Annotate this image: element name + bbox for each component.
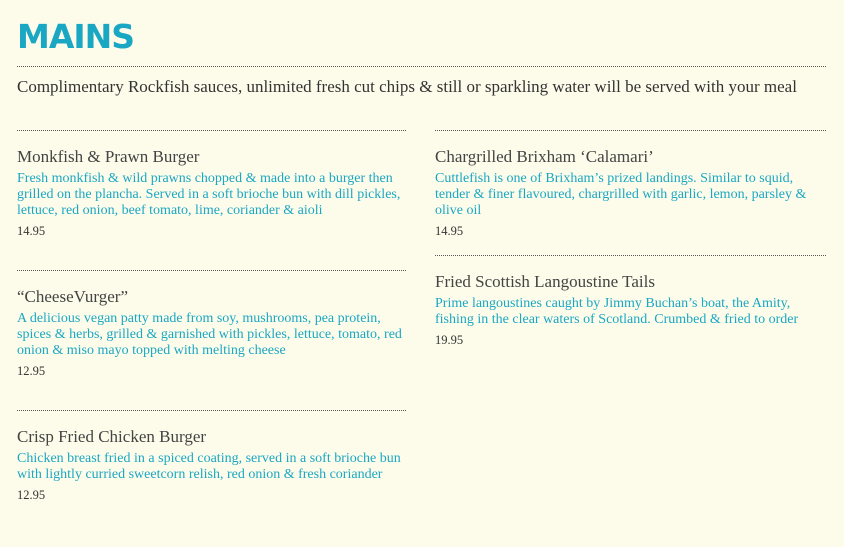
menu-item-description: Cuttlefish is one of Brixham’s prized landings. Similar to squid, tender & finer flavoured, chargrilled with garlic, lemon, parsley & olive oil xyxy=(435,171,807,218)
menu-item xyxy=(17,410,406,503)
menu-column-left xyxy=(17,130,406,503)
section-divider xyxy=(17,66,826,67)
menu-item-description: Prime langoustines caught by Jimmy Buchan’s boat, the Amity, fishing in the clear waters of Scotland. Crumbed & fried to order xyxy=(435,296,799,327)
menu-item xyxy=(435,255,826,348)
menu-item-name: “CheeseVurger” xyxy=(17,287,128,306)
menu-column-right xyxy=(435,130,826,348)
menu-item-price: 14.95 xyxy=(17,224,46,238)
menu-item-description: A delicious vegan patty made from soy, mushrooms, pea protein, spices & herbs, grilled & garnished with pickles, lettuce, tomato, red onion & miso mayo topped with melting cheese xyxy=(17,311,402,358)
menu-item-description: Chicken breast fried in a spiced coating, served in a soft brioche bun with lightly curried sweetcorn relish, red onion & fresh coriander xyxy=(17,451,401,482)
menu-item-name: Fried Scottish Langoustine Tails xyxy=(435,272,655,291)
menu-item-price: 12.95 xyxy=(17,364,46,378)
menu-item-price: 14.95 xyxy=(435,224,464,238)
menu-item xyxy=(435,130,826,255)
menu-item-price: 12.95 xyxy=(17,488,46,502)
menu-item xyxy=(17,270,406,410)
menu-section-title: MAINS xyxy=(17,17,135,56)
menu-item xyxy=(17,130,406,270)
menu-item-name: Monkfish & Prawn Burger xyxy=(17,147,200,166)
menu-item-price: 19.95 xyxy=(435,333,464,347)
menu-item-name: Crisp Fried Chicken Burger xyxy=(17,427,207,446)
menu-intro-text: Complimentary Rockfish sauces, unlimited fresh cut chips & still or sparkling water will be served with your meal xyxy=(17,77,797,96)
menu-item-description: Fresh monkfish & wild prawns chopped & made into a burger then grilled on the plancha. Served in a soft brioche bun with dill pickles, lettuce, red onion, beef tomato, lime, coriander & aioli xyxy=(17,171,401,218)
menu-item-name: Chargrilled Brixham ‘Calamari’ xyxy=(435,147,654,166)
